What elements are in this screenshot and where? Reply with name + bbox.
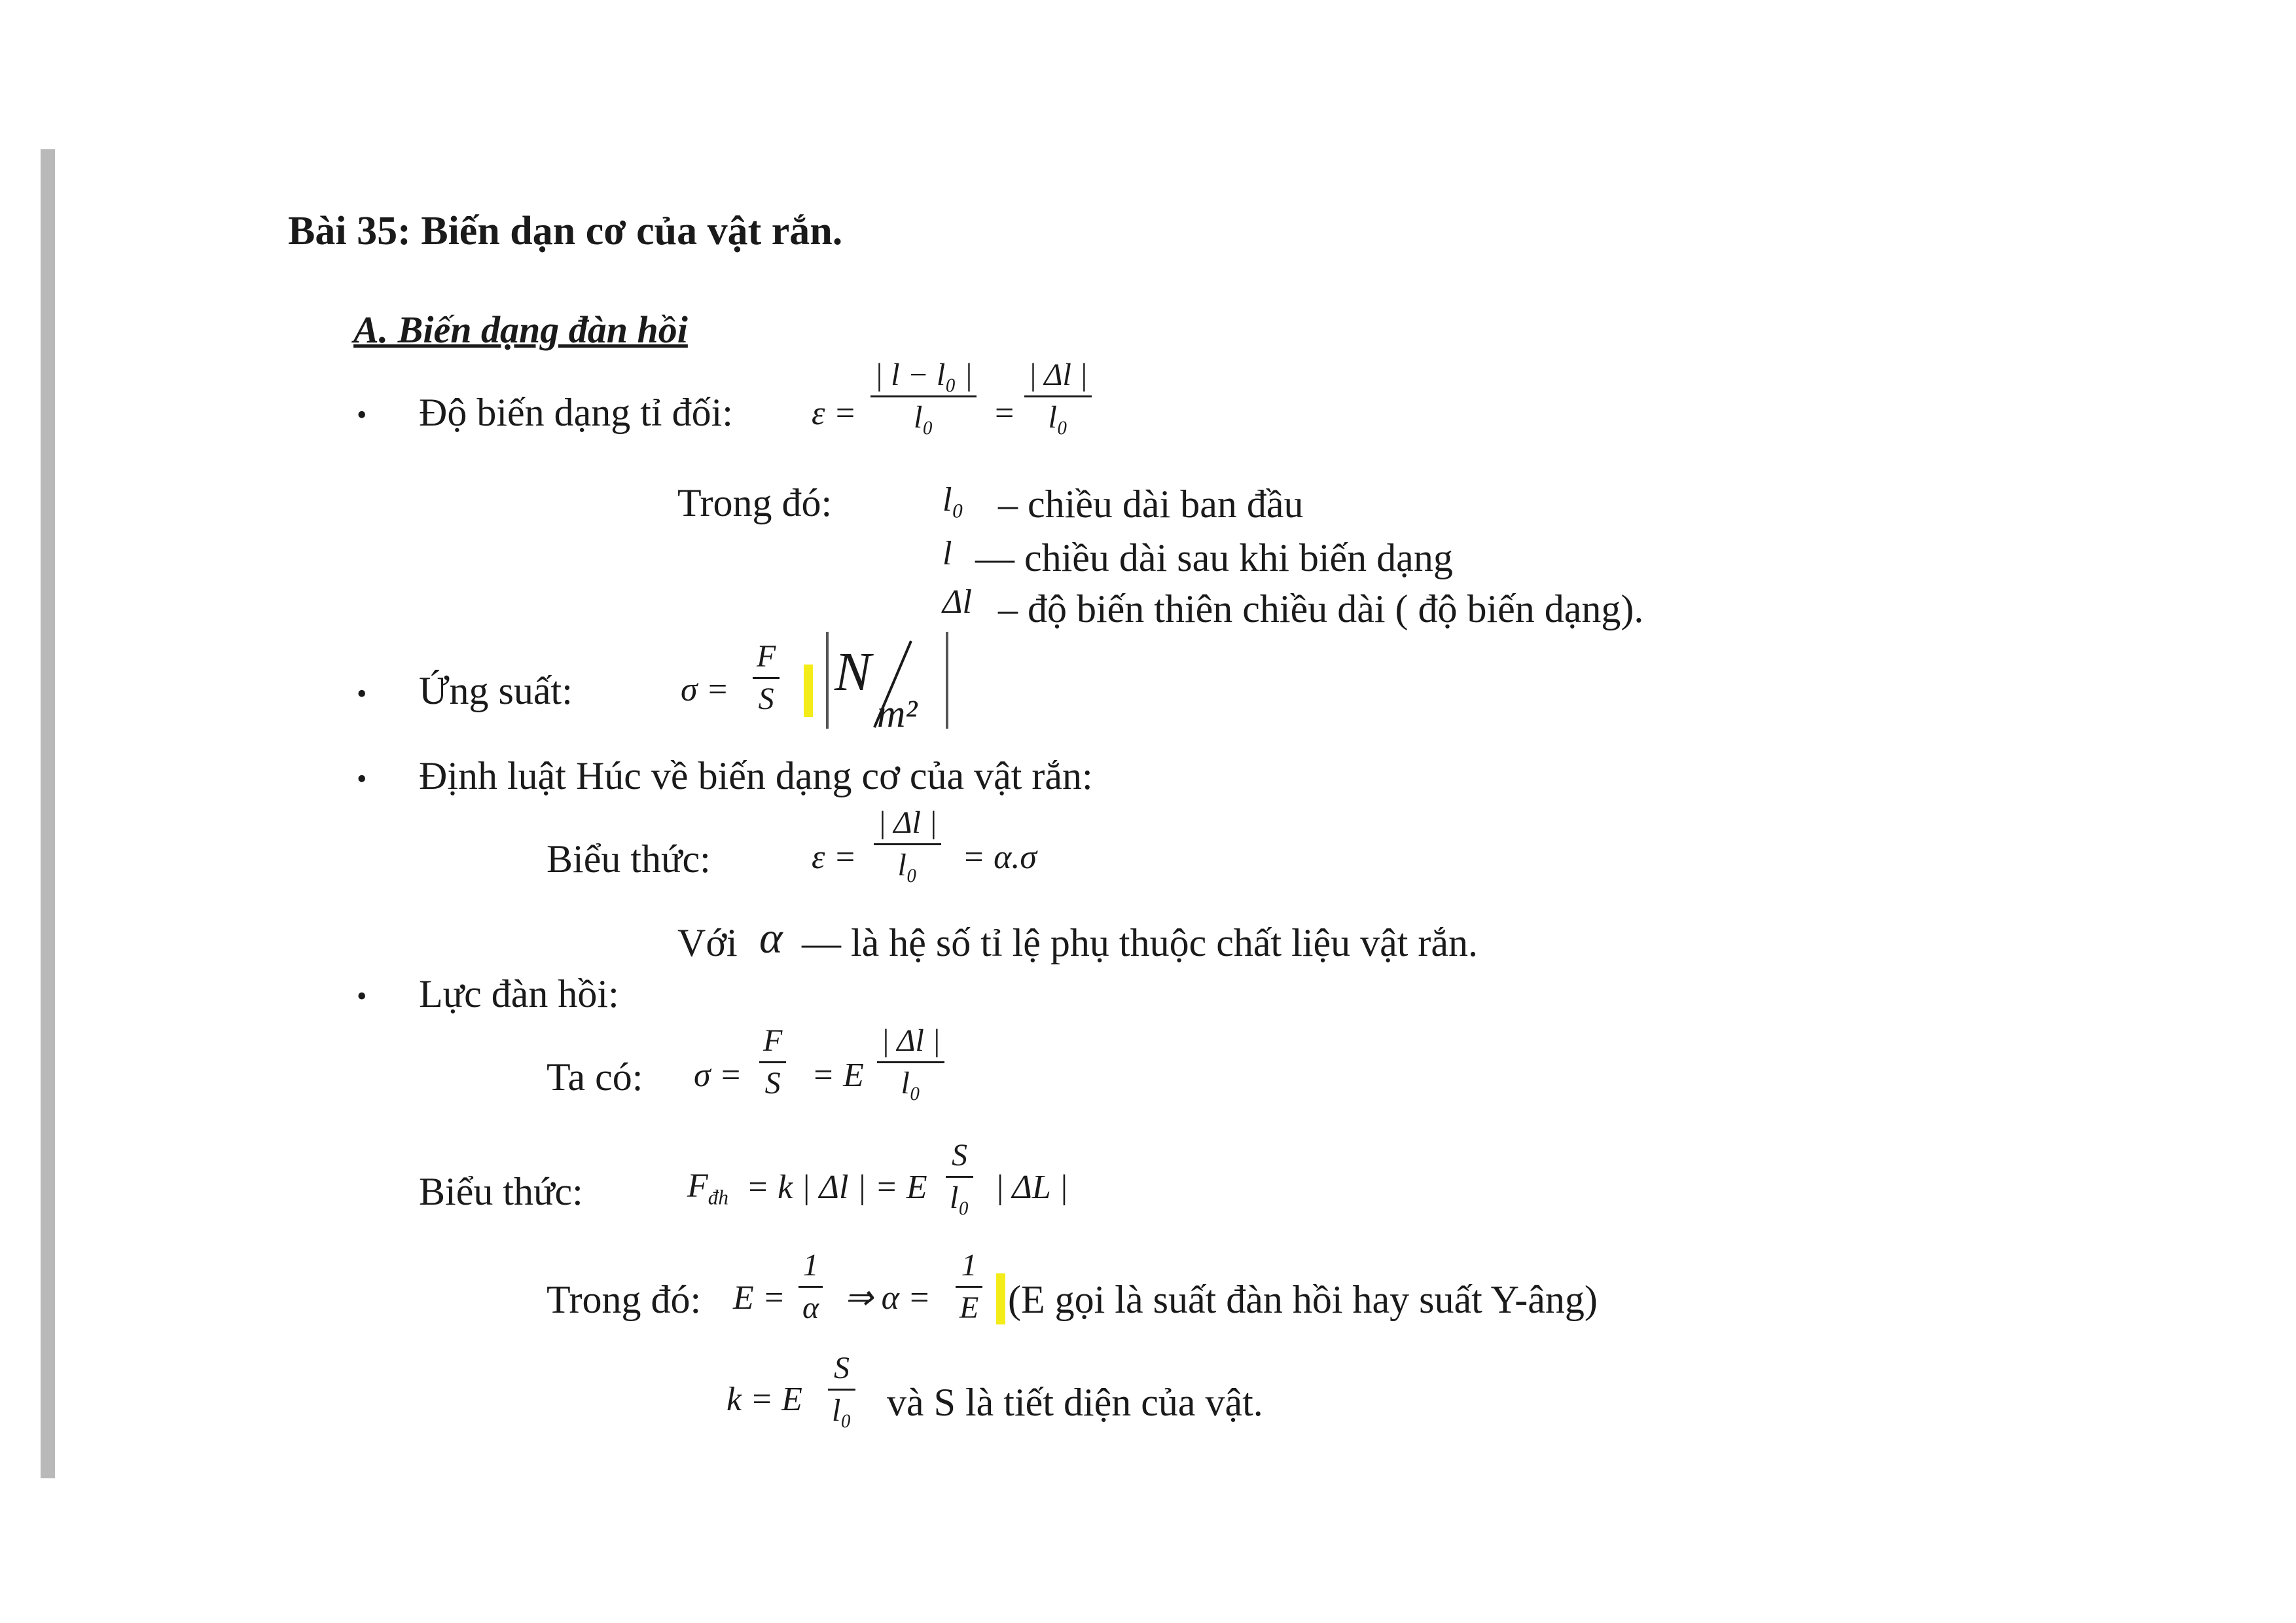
taco-lhs: σ =	[694, 1057, 742, 1094]
hooke-label: Định luật Húc về biến dạng cơ của vật rắn:	[419, 754, 1093, 797]
hooke-alpha-symbol: α	[759, 913, 783, 962]
fraction-bar	[759, 1061, 786, 1063]
taco-numerator-1: F	[763, 1023, 783, 1058]
hooke-with-text: Với	[677, 921, 738, 964]
fraction-bar	[870, 395, 977, 397]
hooke-numerator: | Δl |	[878, 805, 938, 840]
stress-fraction	[753, 640, 780, 716]
strain-frac1-numerator: | l − l₀ |	[874, 357, 973, 392]
taco-numerator-2: | Δl |	[881, 1023, 941, 1058]
k-denominator: l₀	[832, 1393, 852, 1429]
where-fraction-2	[956, 1249, 982, 1325]
where-lhs: E =	[733, 1279, 785, 1317]
def-text-l: — chiều dài sau khi biến dạng	[975, 536, 1453, 579]
page-title: Bài 35: Biến dạn cơ của vật rắn.	[288, 209, 843, 253]
stress-numerator: F	[757, 639, 776, 674]
where-numerator-1: 1	[802, 1248, 819, 1283]
k-note: và S là tiết diện của vật.	[887, 1381, 1263, 1424]
where-fraction-1	[798, 1249, 823, 1325]
elastic-where-label: Trong đó:	[547, 1278, 702, 1321]
fraction-bar	[753, 677, 780, 679]
strain-frac2-numerator: | Δl |	[1028, 357, 1088, 392]
unit-numerator: N	[834, 642, 872, 702]
bullet-icon: •	[357, 678, 367, 710]
hooke-lhs: ε =	[812, 839, 857, 876]
strain-frac2-denominator: l₀	[1048, 400, 1068, 435]
def-symbol-l: l	[942, 535, 952, 572]
bullet-icon: •	[357, 980, 367, 1012]
fdh-denominator: l₀	[950, 1180, 970, 1216]
fraction-bar	[798, 1286, 823, 1288]
strain-fraction-2	[1024, 359, 1092, 435]
stress-lhs: σ =	[681, 671, 729, 708]
fdh-tail: | ΔL |	[995, 1169, 1069, 1206]
fdh-subscript: đh	[708, 1186, 728, 1209]
strain-equals: =	[995, 395, 1014, 432]
stress-label: Ứng suất:	[419, 669, 573, 712]
where-mid: ⇒ α =	[844, 1279, 931, 1317]
def-symbol-delta-l: Δl	[942, 583, 972, 621]
where-denominator-2: E	[960, 1290, 979, 1326]
fraction-bar	[877, 1061, 944, 1063]
fraction-bar	[956, 1286, 982, 1288]
unit-bracket-left	[826, 632, 829, 729]
strain-frac1-denominator: l₀	[914, 400, 934, 435]
stress-denominator: S	[758, 682, 774, 717]
strain-label: Độ biến dạng tỉ đối:	[419, 391, 733, 434]
where-label: Trong đó:	[677, 481, 833, 524]
taco-denominator-1: S	[764, 1066, 781, 1101]
hooke-fraction	[874, 807, 941, 883]
def-text-delta-l: – độ biến thiên chiều dài ( độ biến dạng).	[998, 587, 1644, 630]
fdh-middle: = k | Δl | = E	[746, 1169, 927, 1206]
taco-fraction-2	[877, 1025, 944, 1101]
fdh-symbol	[687, 1169, 728, 1208]
def-symbol-l0: l₀	[942, 481, 964, 519]
fraction-bar	[1024, 395, 1092, 397]
page-margin-bar	[41, 149, 55, 1478]
bullet-icon: •	[357, 399, 367, 431]
k-lhs: k = E	[726, 1381, 802, 1418]
taco-mid: = E	[812, 1057, 864, 1094]
fdh-numerator: S	[952, 1138, 968, 1173]
highlight-mark	[804, 665, 813, 717]
elastic-label: Lực đàn hồi:	[419, 972, 619, 1015]
taco-label: Ta có:	[547, 1055, 643, 1099]
strain-fraction-1	[870, 359, 977, 435]
unit-denominator: m²	[877, 692, 918, 735]
fraction-bar	[946, 1176, 973, 1178]
strain-lhs: ε =	[812, 395, 857, 432]
hooke-expression-label: Biểu thức:	[547, 837, 711, 881]
hooke-denominator: l₀	[897, 848, 918, 883]
fraction-bar	[874, 843, 941, 845]
bullet-icon: •	[357, 763, 367, 795]
highlight-mark	[996, 1273, 1005, 1324]
fdh-base: F	[687, 1167, 708, 1205]
hooke-rhs: = α.σ	[962, 839, 1037, 876]
taco-fraction-1	[759, 1025, 786, 1101]
def-text-l0: – chiều dài ban đầu	[998, 483, 1304, 526]
fdh-fraction	[946, 1139, 973, 1215]
fraction-bar	[828, 1389, 855, 1391]
k-numerator: S	[834, 1351, 850, 1385]
where-note: (E gọi là suất đàn hồi hay suất Y-âng)	[1008, 1278, 1598, 1321]
where-denominator-1: α	[802, 1290, 819, 1326]
elastic-expression-label: Biểu thức:	[419, 1170, 583, 1213]
taco-denominator-2: l₀	[901, 1066, 921, 1101]
hooke-alpha-description: — là hệ số tỉ lệ phụ thuộc chất liệu vật rắn.	[802, 921, 1479, 964]
section-heading: A. Biến dạng đàn hồi	[353, 308, 688, 351]
where-numerator-2: 1	[961, 1248, 977, 1283]
unit-bracket-right	[946, 632, 948, 729]
k-fraction	[828, 1352, 855, 1428]
